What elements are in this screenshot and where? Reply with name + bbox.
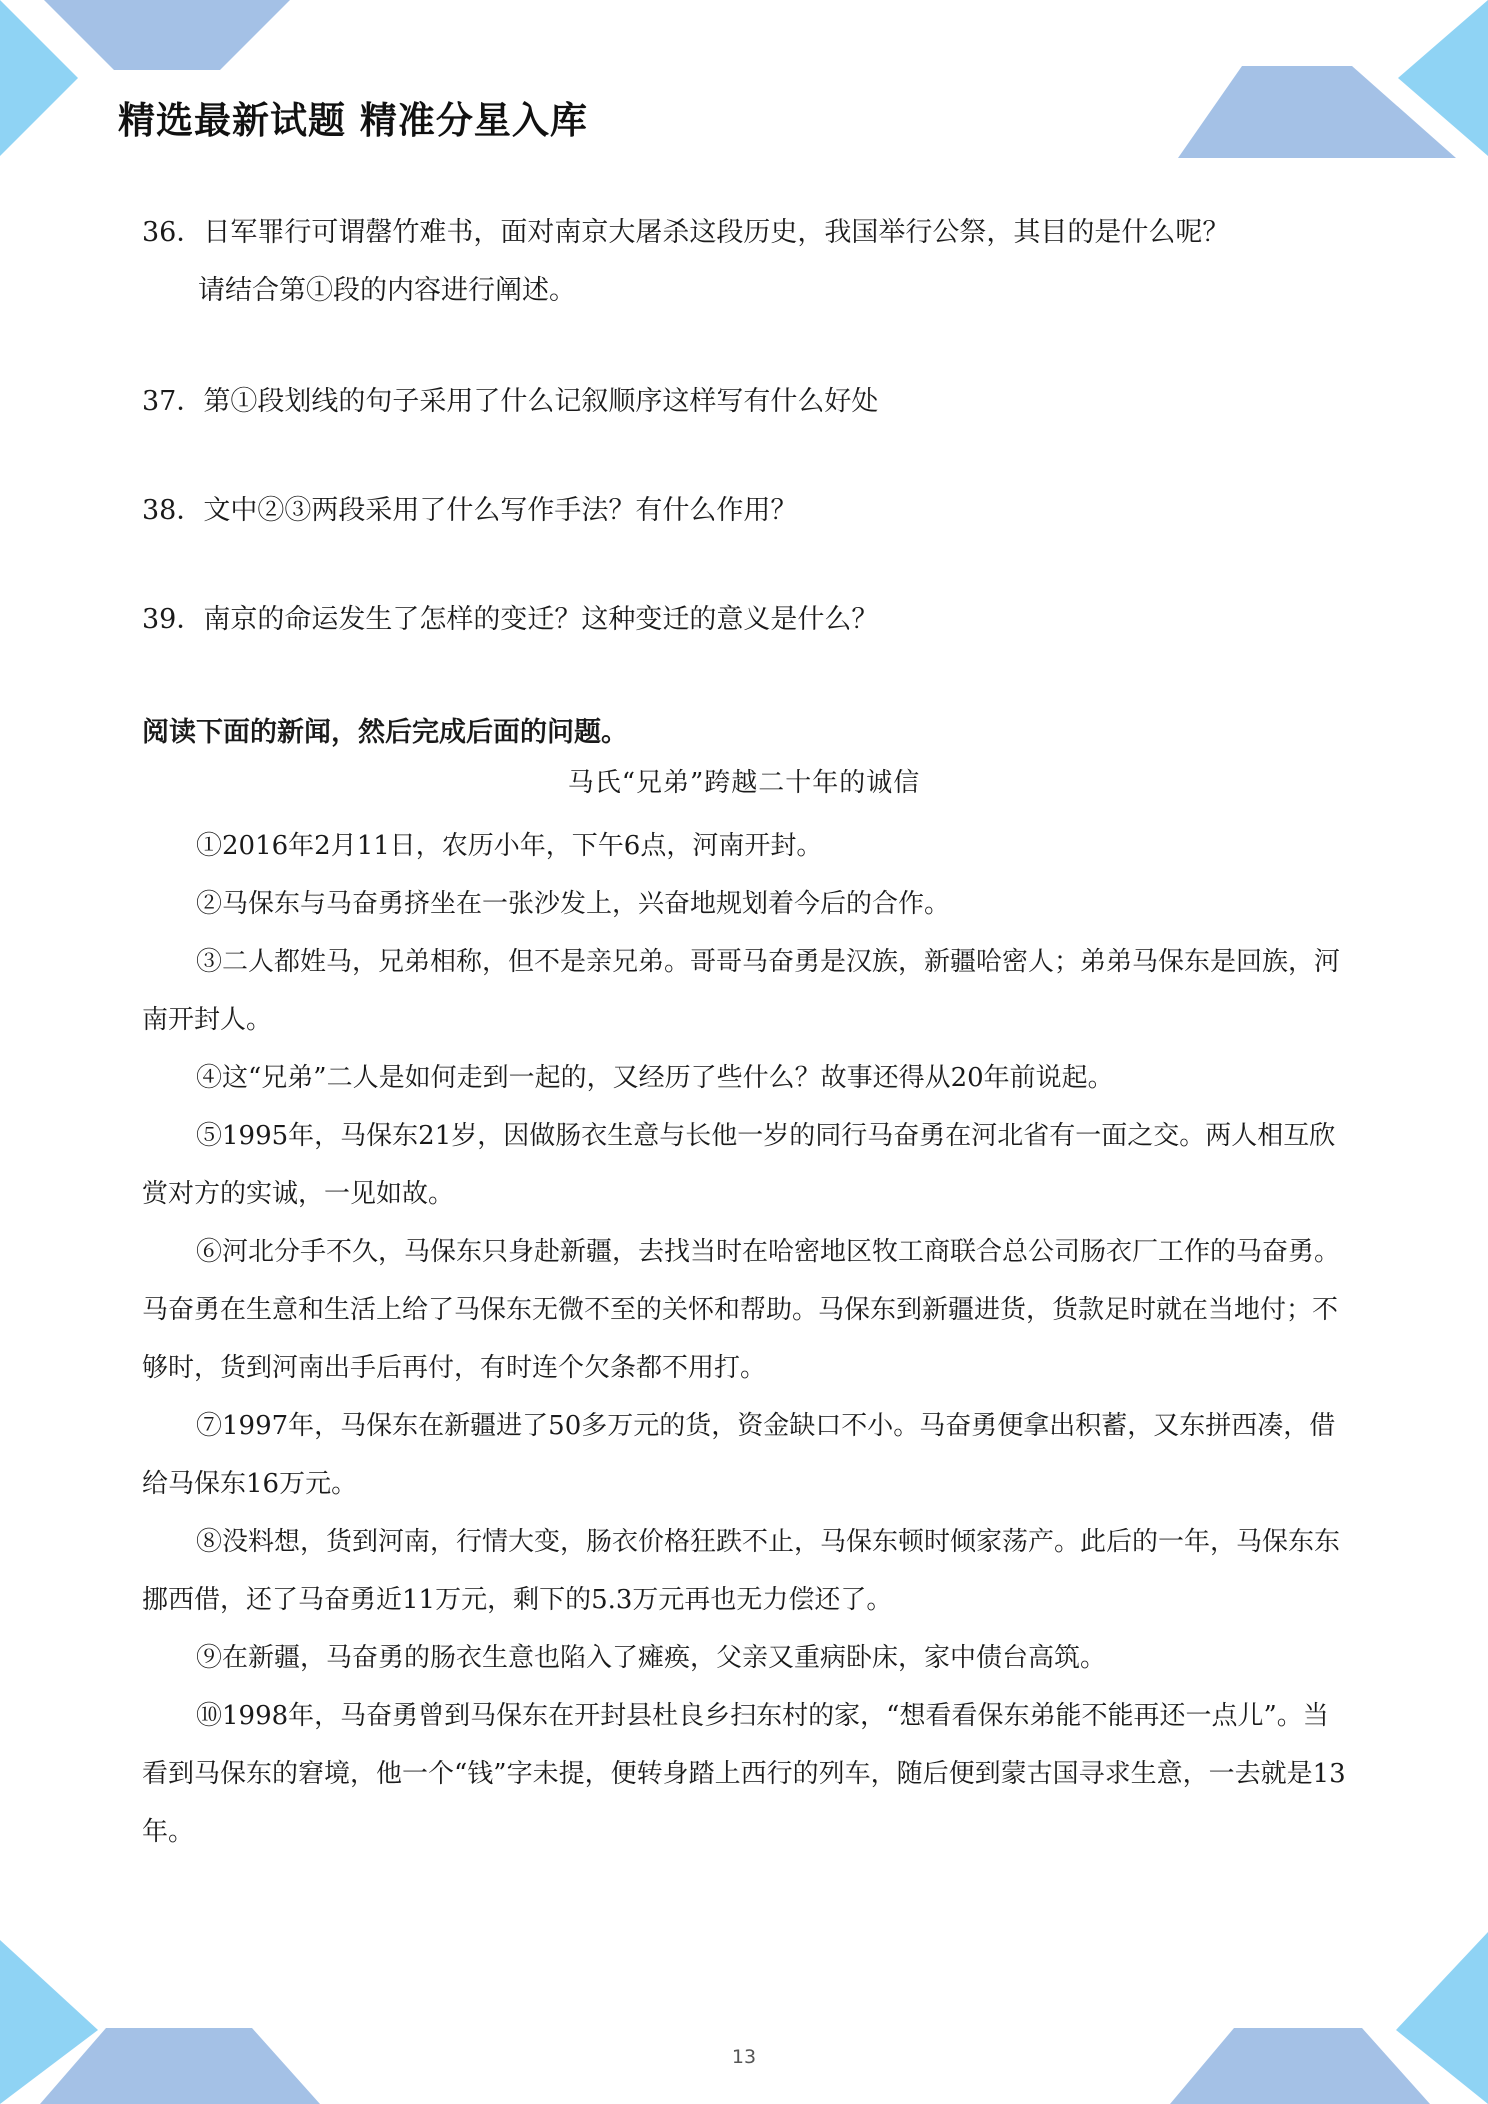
question-text: 36．日军罪行可谓罄竹难书，面对南京大屠杀这段历史，我国举行公祭，其目的是什么呢？ — [142, 217, 1230, 248]
section-heading: 阅读下面的新闻，然后完成后面的问题。 — [142, 717, 628, 748]
article-title: 马氏“兄弟”跨越二十年的诚信 — [567, 768, 921, 798]
article-paragraph: ③二人都姓马，兄弟相称，但不是亲兄弟。哥哥马奋勇是汉族，新疆哈密人；弟弟马保东是回族，河南开封人。 — [142, 947, 1341, 1035]
article-paragraph: ⑥河北分手不久，马保东只身赴新疆，去找当时在哈密地区牧工商联合总公司肠衣厂工作的马奋勇。马奋勇在生意和生活上给了马保东无微不至的关怀和帮助。马保东到新疆进货，货款足时就在当地付；不够时，货到河南出手后再付，有时连个欠条都不用打。 — [142, 1237, 1341, 1383]
question-36 — [142, 204, 1229, 320]
question-37 — [142, 373, 878, 431]
top-left-triangle — [0, 0, 78, 156]
page-number: 13 — [731, 2046, 757, 2068]
article-paragraph: ②马保东与马奋勇挤坐在一张沙发上，兴奋地规划着今后的合作。 — [196, 889, 951, 919]
article-paragraph: ⑨在新疆，马奋勇的肠衣生意也陷入了瘫痪，父亲又重病卧床，家中债台高筑。 — [196, 1643, 1107, 1673]
article-paragraph: ④这“兄弟”二人是如何走到一起的，又经历了些什么？故事还得从20年前说起。 — [196, 1063, 1114, 1093]
header-title: 精选最新试题 精准分星入库 — [118, 99, 588, 142]
article-paragraph: ⑩1998年，马奋勇曾到马保东在开封县杜良乡扫东村的家，“想看看保东弟能不能再还一点儿”。当看到马保东的窘境，他一个“钱”字未提，便转身踏上西行的列车，随后便到蒙古国寻求生意，一去就是13年。 — [142, 1701, 1346, 1847]
question-text: 37．第①段划线的句子采用了什么记叙顺序这样写有什么好处 — [142, 386, 879, 417]
article-body — [142, 817, 1352, 1861]
top-left-trapezoid — [44, 0, 290, 70]
question-text-continuation: 请结合第①段的内容进行阐述。 — [198, 275, 576, 306]
article-paragraph: ⑧没料想，货到河南，行情大变，肠衣价格狂跌不止，马保东顿时倾家荡产。此后的一年，马保东东挪西借，还了马奋勇近11万元，剩下的5.3万元再也无力偿还了。 — [142, 1527, 1341, 1615]
article-paragraph: ①2016年2月11日，农历小年，下午6点，河南开封。 — [196, 831, 823, 861]
question-text: 38．文中②③两段采用了什么写作手法？有什么作用？ — [142, 495, 798, 526]
question-38 — [142, 482, 797, 540]
article-paragraph: ⑤1995年，马保东21岁，因做肠衣生意与长他一岁的同行马奋勇在河北省有一面之交。两人相互欣赏对方的实诚，一见如故。 — [142, 1121, 1336, 1209]
bottom-right-triangle — [1396, 1932, 1488, 2104]
question-text: 39．南京的命运发生了怎样的变迁？这种变迁的意义是什么？ — [142, 604, 879, 635]
article-paragraph: ⑦1997年，马保东在新疆进了50多万元的货，资金缺口不小。马奋勇便拿出积蓄，又东拼西凑，借给马保东16万元。 — [142, 1411, 1336, 1499]
question-39 — [142, 591, 878, 649]
